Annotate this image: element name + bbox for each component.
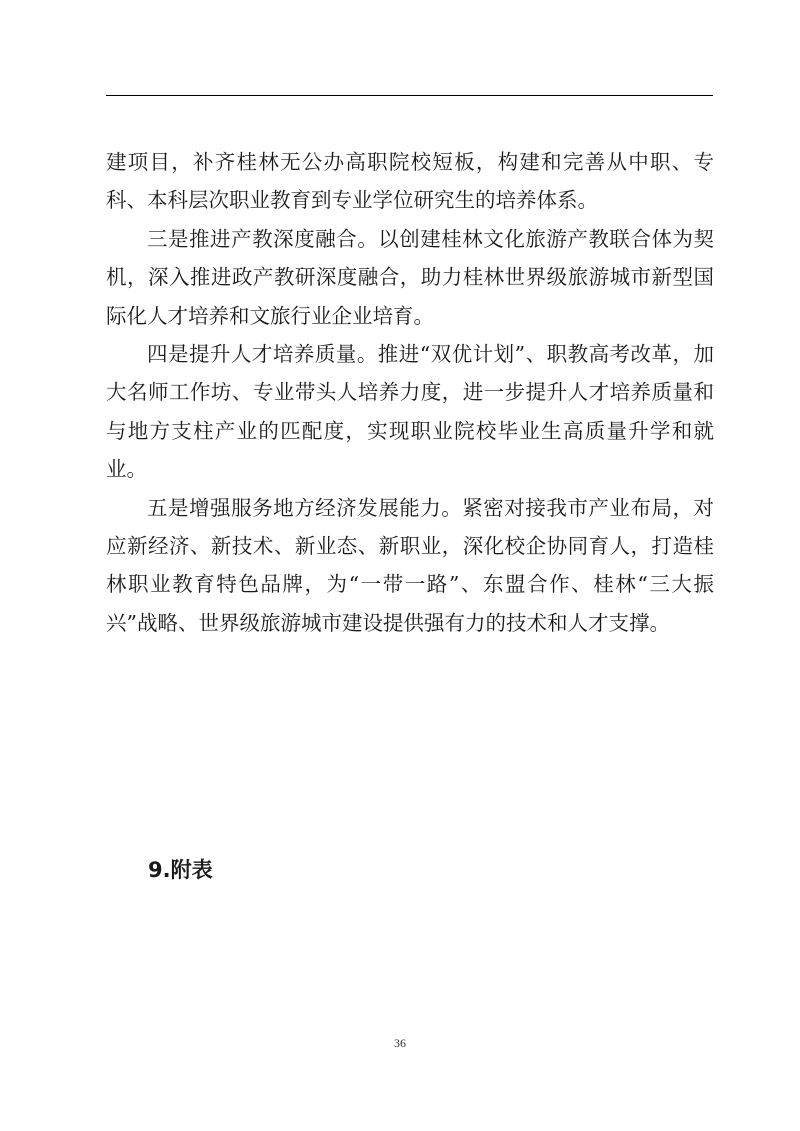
page-number: 36 bbox=[394, 1036, 406, 1050]
body-text bbox=[106, 143, 714, 642]
section-heading: 9.附表 bbox=[148, 858, 213, 882]
paragraph-industry-education-integration: 三是推进产教深度融合。以创建桂林文化旅游产教联合体为契机，深入推进政产教研深度融合，助力桂林世界级旅游城市新型国际化人才培养和文旅行业企业培育。 bbox=[106, 226, 714, 328]
paragraph-talent-quality: 四是提升人才培养质量。推进“双优计划”、职教高考改革，加大名师工作坊、专业带头人培养力度，进一步提升人才培养质量和与地方支柱产业的匹配度，实现职业院校毕业生高质量升学和就业。 bbox=[106, 342, 714, 482]
paragraph-local-economy-service: 五是增强服务地方经济发展能力。紧密对接我市产业布局，对应新经济、新技术、新业态、新职业，深化校企协同育人，打造桂林职业教育特色品牌，为“一带一路”、东盟合作、桂林“三大振兴”战略、世界级旅游城市建设提供强有力的技术和人才支撑。 bbox=[106, 495, 714, 635]
header-rule bbox=[106, 95, 713, 96]
paragraph-continuation: 建项目，补齐桂林无公办高职院校短板，构建和完善从中职、专科、本科层次职业教育到专业学位研究生的培养体系。 bbox=[106, 150, 714, 213]
